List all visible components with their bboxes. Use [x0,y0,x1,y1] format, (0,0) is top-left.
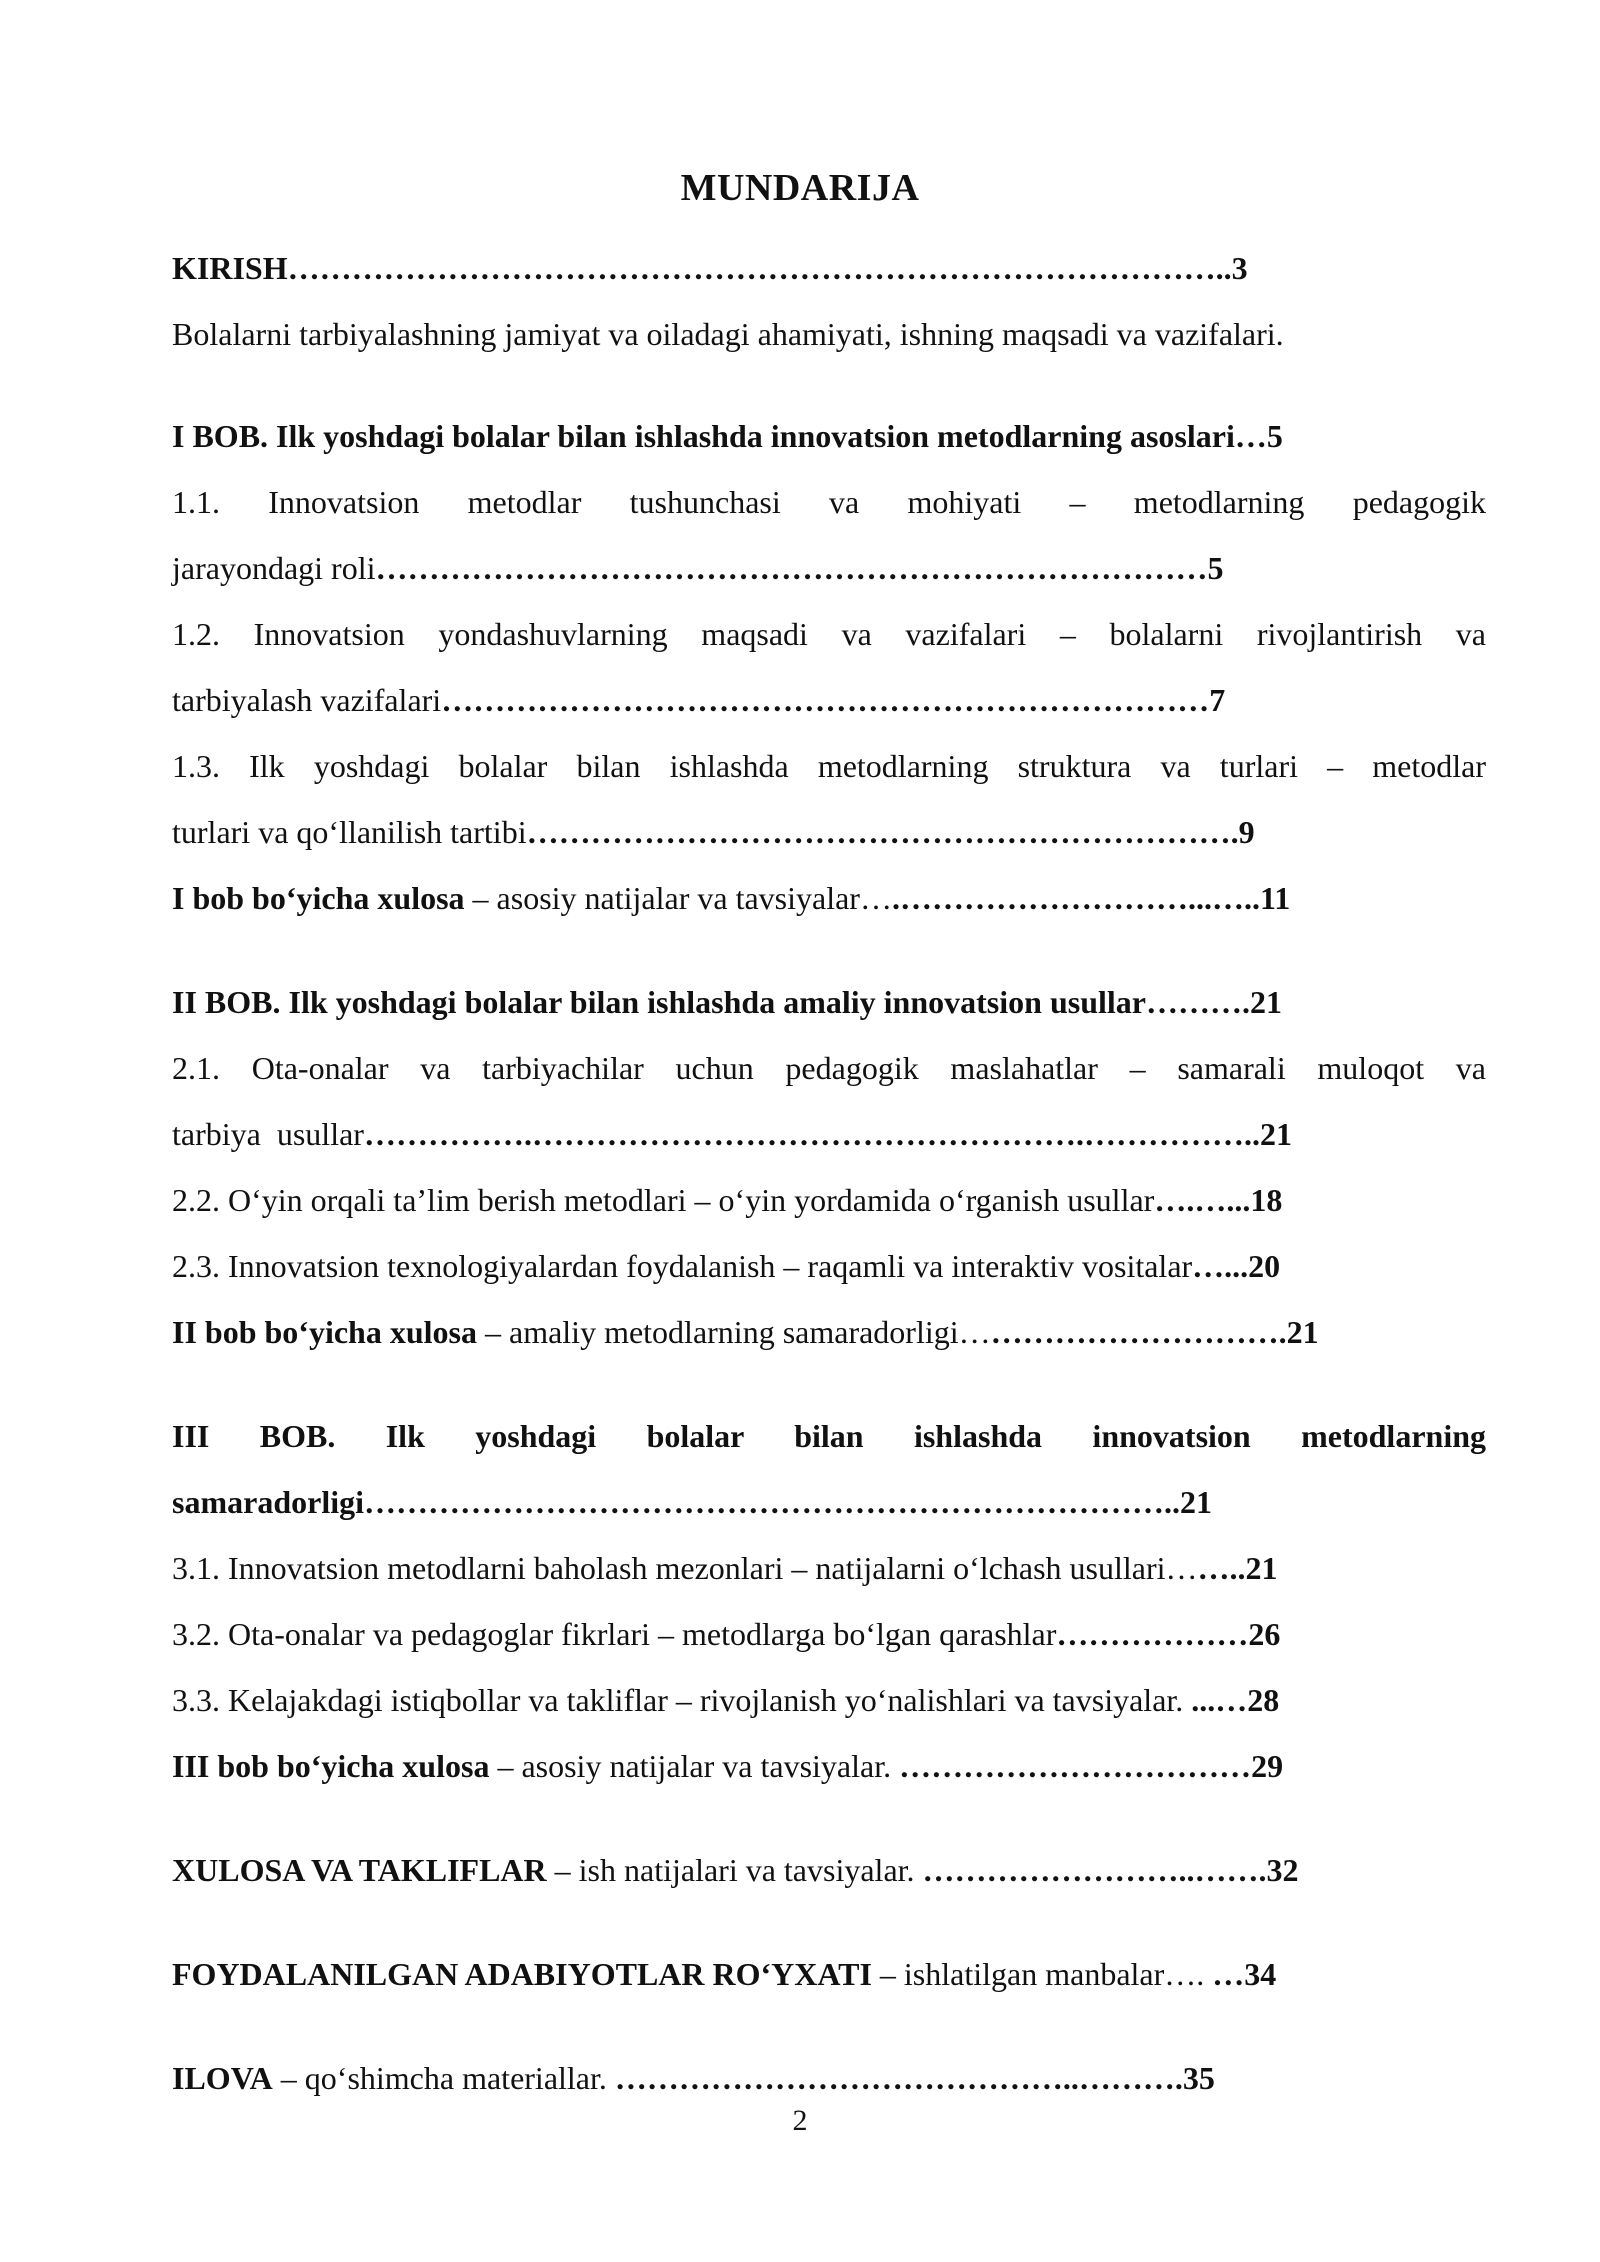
toc-entry-2-1-leader: …………….…………………………………………….……………..21 [363,1116,1292,1152]
toc-entry-2-2-leader: ….…...18 [1154,1182,1283,1218]
toc-entry-3-1-leader: …..21 [1197,1550,1278,1586]
toc-entry-references-title: FOYDALANILGAN ADABIYOTLAR RO‘YXATI [172,1956,872,1992]
toc-entry-chapter-1-conclusion-leader: .………………………...…..11 [891,880,1291,916]
toc-entry-chapter-1-conclusion-title: I bob bo‘yicha xulosa [172,880,465,916]
toc-entry-chapter-1-conclusion-desc: – asosiy natijalar va tavsiyalar… [464,880,892,916]
toc-entry-1-2-leader: ………………………………………………………………7 [441,682,1226,718]
toc-entry-conclusions-desc: – ish natijalari va tavsiyalar. [546,1852,923,1888]
page-number: 2 [792,2104,808,2137]
toc-entry-1-1-text: 1.1. Innovatsion metodlar tushunchasi va mohiyati – metodlarning pedagogik [172,484,1486,520]
toc-entry-chapter-3-text: III BOB. Ilk yoshdagi bolalar bilan ishlashda innovatsion metodlarning [172,1418,1486,1454]
toc-entry-1-1-leader: ……………………………………………………………………5 [375,550,1224,586]
toc-entry-2-3-leader: …...20 [1192,1248,1281,1284]
toc-entry-1-3-leader: ………………………………………………………….9 [526,814,1255,850]
toc-entry-intro-description: Bolalarni tarbiyalashning jamiyat va oiladagi ahamiyati, ishning maqsadi va vazifalari. [172,316,1284,352]
toc-entry-chapter-1-conclusion [172,878,1486,918]
toc-entry-2-2-text: 2.2. O‘yin orqali ta’lim berish metodlari – o‘yin yordamida o‘rganish usullar [172,1182,1155,1218]
toc-entry-2-1-line2 [172,1114,1486,1154]
toc-entry-3-3 [172,1680,1486,1720]
toc-entry-2-1-text: 2.1. Ota-onalar va tarbiyachilar uchun pedagogik maslahatlar – samarali muloqot va [172,1050,1486,1086]
page-title: MUNDARIJA [680,167,920,209]
toc-entry-3-3-text: 3.3. Kelajakdagi istiqbollar va takliflar – rivojlanish yo‘nalishlari va tavsiyalar. [172,1682,1192,1718]
toc-entry-chapter-3-line2 [172,1482,1486,1522]
toc-entry-1-3-line1 [172,746,1486,786]
toc-entry-references [172,1954,1486,1994]
toc-entry-conclusions-leader: ……………………..…….32 [922,1852,1299,1888]
toc-entry-appendix-leader: ……………………………………..……….35 [614,2060,1215,2096]
toc-entry-1-3-text-end: turlari va qo‘llanilish tartibi [172,814,527,850]
toc-entry-chapter-2-conclusion-leader: ……………………….21 [990,1314,1319,1350]
toc-entry-2-1-line1 [172,1048,1486,1088]
toc-entry-conclusions-title: XULOSA VA TAKLIFLAR [172,1852,547,1888]
toc-entry-3-2-text: 3.2. Ota-onalar va pedagoglar fikrlari – metodlarga bo‘lgan qarashlar [172,1616,1057,1652]
toc-entry-3-1 [172,1548,1486,1588]
toc-entry-1-2-line2 [172,680,1486,720]
toc-entry-2-3-text: 2.3. Innovatsion texnologiyalardan foydalanish – raqamli va interaktiv vositalar [172,1248,1193,1284]
toc-entry-1-3-text: 1.3. Ilk yoshdagi bolalar bilan ishlashda metodlarning struktura va turlari – metodlar [172,748,1486,784]
toc-entry-references-leader: …34 [1212,1956,1277,1992]
toc-entry-appendix-desc: – qo‘shimcha materiallar. [272,2060,615,2096]
toc-entry-1-2-text-end: tarbiyalash vazifalari [172,682,442,718]
toc-entry-2-3 [172,1246,1486,1286]
toc-entry-chapter-3-conclusion-desc: – asosiy natijalar va tavsiyalar. [489,1748,900,1784]
toc-entry-1-2-line1 [172,614,1486,654]
toc-entry-chapter-3-conclusion [172,1746,1486,1786]
toc-entry-3-2 [172,1614,1486,1654]
toc-entry-chapter-3-text-end: samaradorligi [172,1484,364,1520]
toc-entry-1-3-line2 [172,812,1486,852]
toc-entry-1-2-text: 1.2. Innovatsion yondashuvlarning maqsadi va vazifalari – bolalarni rivojlantirish va [172,616,1486,652]
toc-entry-kirish: KIRISH……………………………………………………………………………..3 [172,250,1248,286]
toc-entry-chapter-3-conclusion-title: III bob bo‘yicha xulosa [172,1748,490,1784]
toc-entry-2-2 [172,1180,1486,1220]
toc-entry-appendix [172,2058,1486,2098]
toc-entry-chapter-2-conclusion-title: II bob bo‘yicha xulosa [172,1314,477,1350]
toc-entry-chapter-3-leader: …………………………………………………………………..21 [363,1484,1212,1520]
toc-entry-conclusions [172,1850,1486,1890]
toc-entry-1-1-text-end: jarayondagi roli [172,550,376,586]
toc-entry-chapter-3-conclusion-leader: ……………………………29 [899,1748,1284,1784]
toc-entry-chapter-3-line1 [172,1416,1486,1456]
toc-entry-3-1-text: 3.1. Innovatsion metodlarni baholash mezonlari – natijalarni o‘lchash usullari… [172,1550,1198,1586]
toc-entry-chapter-2-conclusion [172,1312,1486,1352]
toc-entry-3-2-leader: ………………26 [1056,1616,1281,1652]
toc-entry-chapter-1: I BOB. Ilk yoshdagi bolalar bilan ishlashda innovatsion metodlarning asoslari…5 [172,418,1283,454]
toc-entry-references-desc: – ishlatilgan manbalar…. [871,1956,1213,1992]
toc-entry-3-3-leader: ...…28 [1191,1682,1280,1718]
toc-entry-1-1-line1 [172,482,1486,522]
toc-entry-chapter-2-conclusion-desc: – amaliy metodlarning samaradorligi… [476,1314,991,1350]
toc-entry-1-1-line2 [172,548,1486,588]
toc-entry-chapter-2: II BOB. Ilk yoshdagi bolalar bilan ishlashda amaliy innovatsion usullar……….21 [172,984,1282,1020]
toc-entry-2-1-text-end: tarbiya usullar [172,1116,364,1152]
toc-entry-appendix-title: ILOVA [172,2060,273,2096]
